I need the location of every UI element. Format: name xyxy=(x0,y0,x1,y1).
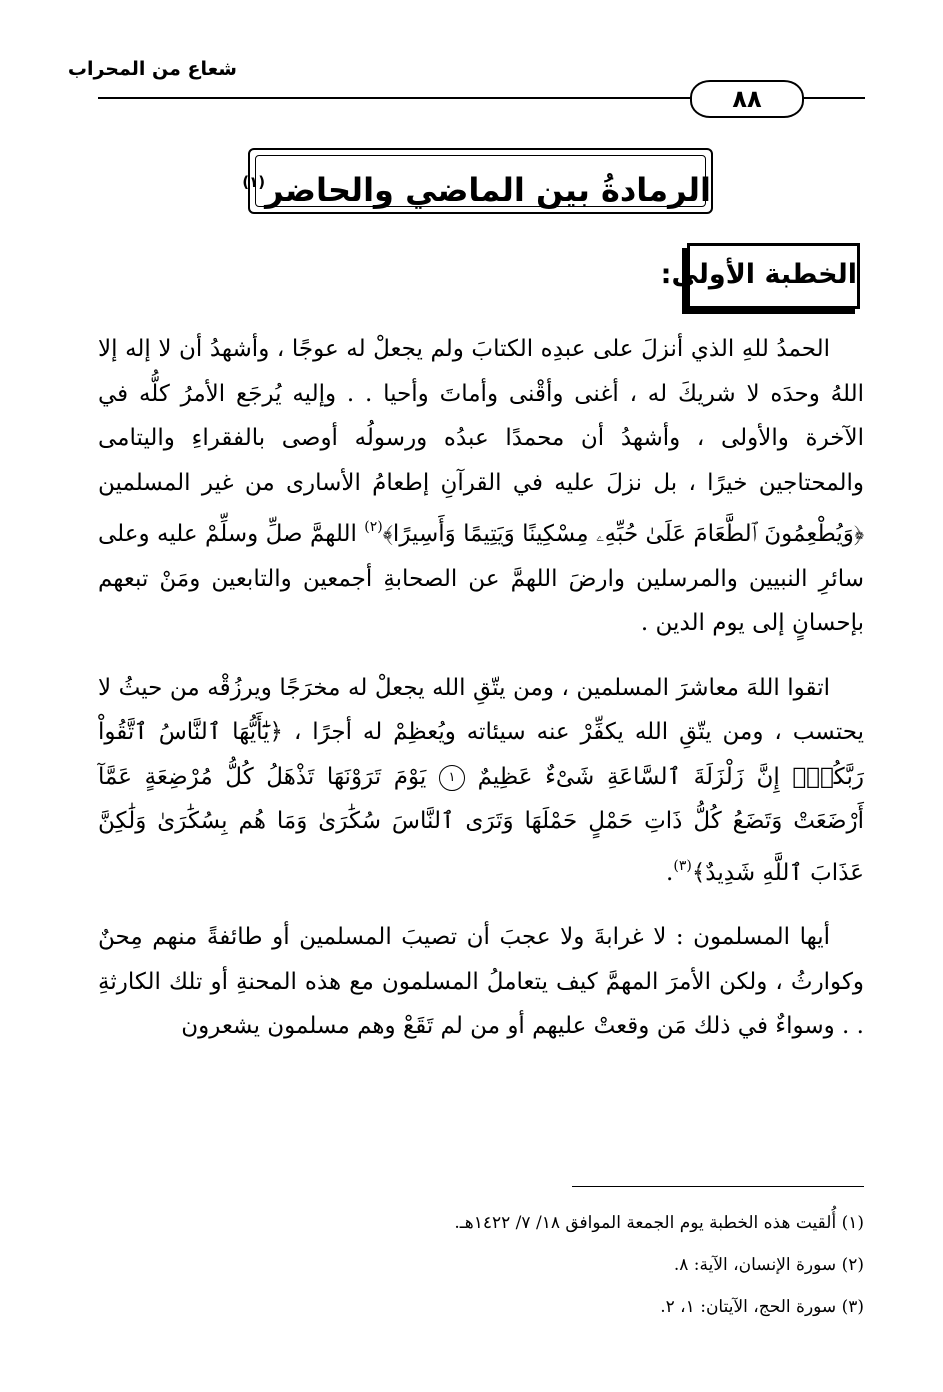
footnote-3: (٣) سورة الحج، الآيتان: ١، ٢. xyxy=(660,1297,864,1317)
main-text xyxy=(98,327,864,1049)
footnote-1: (١) أُلقيت هذه الخطبة يوم الجمعة الموافق ١٨/ ٧/ ١٤٢٢هـ. xyxy=(454,1213,864,1233)
chapter-title-text: الرمادةُ بين الماضي والحاضر xyxy=(265,171,711,209)
footnote-2: (٢) سورة الإنسان، الآية: ٨. xyxy=(673,1255,864,1275)
paragraph-2 xyxy=(98,666,864,896)
footnote-separator xyxy=(572,1186,864,1187)
quran-verse-hajj-1: ﴿يَٰٓأَيُّهَا ٱلنَّاسُ ٱتَّقُواْ رَبَّكُمْۚ إِنَّ زَلْزَلَةَ ٱلسَّاعَةِ شَىْءٌ عَظِيمٌ xyxy=(98,719,864,790)
paragraph-2-end: . xyxy=(666,859,674,886)
paragraph-1-text-a: الحمدُ للهِ الذي أنزلَ على عبدِه الكتابَ ولم يجعلْ له عوجًا ، وأشهدُ أن لا إله إلا اللهُ وحدَه لا شريكَ له ، أغنى وأقْنى وأماتَ وأحيا . . وإليه يُرجَع الأمرُ كلُّه في الآخرة والأولى ، وأشهدُ أن محمدًا عبدُه ورسولُه أوصى بالفقراءِ واليتامى والمحتاجين خيرًا ، بل نزلَ عليه في القرآنِ إطعامُ الأسارى من غير المسلمين xyxy=(98,336,864,496)
paragraph-1 xyxy=(98,327,864,646)
paragraph-2-text: اتقوا اللهَ معاشرَ المسلمين ، ومن يتّقِ الله يجعلْ له مخرَجًا ويرزُقْه من حيثُ لا يحتسب ، ومن يتّقِ الله يكفِّرْ عنه سيئاته ويُعظِمْ له أجرًا ، xyxy=(98,674,865,745)
running-title: شعاع من المحراب xyxy=(67,58,237,80)
footnote-ref-3: (٣) xyxy=(673,857,692,874)
paragraph-3-text: أيها المسلمون : لا غرابةَ ولا عجبَ أن تصيبَ المسلمين أو طائفةً منهم مِحنٌ وكوارثُ ، ولكن الأمرَ المهمَّ كيف يتعاملُ المسلمون مع هذه المحنةِ أو تلك الكارثةِ . . وسواءٌ في ذلك مَن وقعتْ عليهم أو من لم تَقَعْ وهم مسلمون يشعرون xyxy=(98,924,864,1039)
paragraph-3 xyxy=(98,915,864,1049)
quran-verse-hajj-2: يَوْمَ تَرَوْنَهَا تَذْهَلُ كُلُّ مُرْضِعَةٍ عَمَّآ أَرْضَعَتْ وَتَضَعُ كُلُّ ذَاتِ حَمْلٍ حَمْلَهَا وَتَرَى ٱلنَّاسَ سُكَٰرَىٰ وَمَا هُم بِسُكَٰرَىٰ وَلَٰكِنَّ عَذَابَ ٱللَّهِ شَدِيدٌ﴾ xyxy=(98,763,864,886)
footnote-ref-2: (٢) xyxy=(364,519,383,535)
chapter-title xyxy=(242,150,711,212)
footnotes xyxy=(164,1204,864,1330)
title-footnote-ref: (١) xyxy=(242,173,266,191)
paragraph-1-text-b: اللهمَّ صلِّ وسلِّمْ عليه وعلى سائرِ النبيين والمرسلين وارضَ اللهمَّ عن الصحابةِ أجمعين والتابعين ومَنْ تبعهم بإحسانٍ إلى يوم الدين . xyxy=(98,521,864,636)
ayah-number-mark: ١ xyxy=(439,765,465,791)
page-number: ٨٨ xyxy=(690,80,804,118)
section-heading: الخطبة الأولى: xyxy=(687,243,860,309)
title-frame xyxy=(242,148,713,214)
quran-verse-insan: ﴿وَيُطْعِمُونَ ٱلطَّعَامَ عَلَىٰ حُبِّهِۦ مِسْكِينًا وَيَتِيمًا وَأَسِيرًا﴾ xyxy=(382,521,865,547)
